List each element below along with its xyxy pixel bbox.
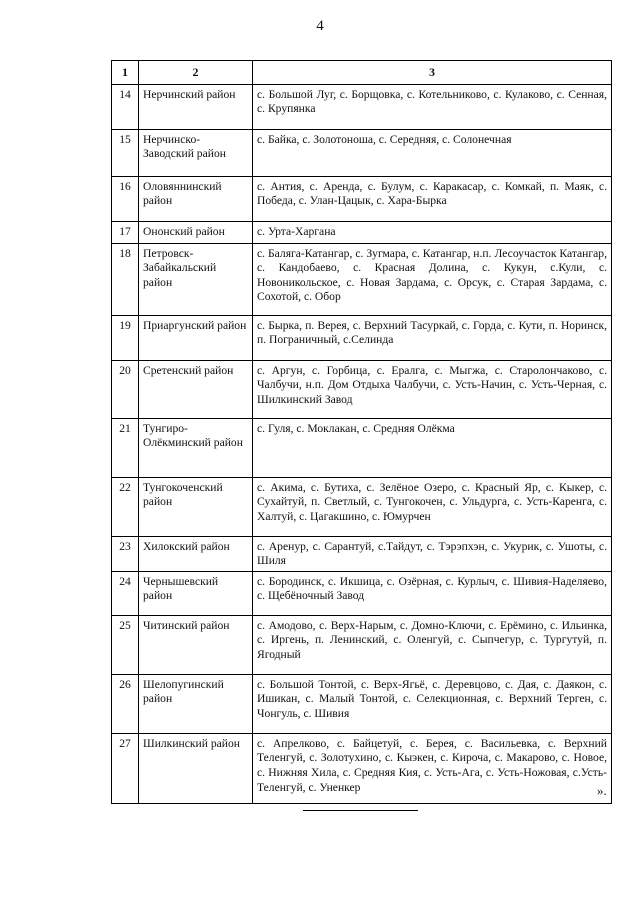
district-name: Шилкинский район	[139, 733, 253, 803]
settlement-list: с. Баляга-Катангар, с. Зугмара, с. Катангар, н.п. Лесоучасток Катангар, с. Кандобаево, с. Красная Долина, с. Кукун, с.Кули, с. Новоникольское, с. Новая Зардама, с. Орсук, с. Старая Зардама, с. Сохотой, с. Обор	[253, 243, 612, 315]
district-name: Сретенский район	[139, 360, 253, 418]
table-row	[112, 84, 612, 129]
row-number: 22	[112, 477, 139, 536]
row-number: 16	[112, 176, 139, 221]
district-name: Хилокский район	[139, 536, 253, 571]
row-number: 17	[112, 221, 139, 243]
settlement-list: с. Урта-Харгана	[253, 221, 612, 243]
table-row	[112, 615, 612, 674]
table-row	[112, 315, 612, 360]
settlement-list: с. Бырка, п. Верея, с. Верхний Тасуркай, с. Горда, с. Кути, п. Норинск, п. Пограничный, с.Селинда	[253, 315, 612, 360]
page-number: 4	[316, 18, 324, 34]
district-name: Ононский район	[139, 221, 253, 243]
row-number: 25	[112, 615, 139, 674]
table-row	[112, 477, 612, 536]
district-name: Читинский район	[139, 615, 253, 674]
row-number: 21	[112, 418, 139, 477]
settlement-list: с. Антия, с. Аренда, с. Булум, с. Каракасар, с. Комкай, п. Маяк, с. Победа, с. Улан-Цацык, с. Хара-Бырка	[253, 176, 612, 221]
settlement-list: с. Амодово, с. Верх-Нарым, с. Домно-Ключи, с. Ерёмино, с. Ильинка, с. Иргень, п. Ленинский, с. Оленгуй, с. Сыпчегур, с. Тургутуй, п. Ягодный	[253, 615, 612, 674]
closing-mark: ».	[597, 783, 607, 798]
district-name: Шелопугинский район	[139, 674, 253, 733]
table-header-row	[112, 61, 612, 85]
column-header-number: 1	[112, 61, 139, 85]
row-number: 19	[112, 315, 139, 360]
row-number: 20	[112, 360, 139, 418]
district-name: Приаргунский район	[139, 315, 253, 360]
district-name: Нерчинско-Заводский район	[139, 129, 253, 176]
district-name: Тунгиро-Олёкминский район	[139, 418, 253, 477]
table-row	[112, 221, 612, 243]
settlement-list: с. Большой Луг, с. Борщовка, с. Котельниково, с. Кулаково, с. Сенная, с. Крупянка	[253, 84, 612, 129]
table-row	[112, 176, 612, 221]
settlement-list: с. Бородинск, с. Икшица, с. Озёрная, с. Курлыч, с. Шивия-Наделяево, с. Щебёночный Завод	[253, 571, 612, 615]
district-name: Петровск-Забайкальский район	[139, 243, 253, 315]
table-row	[112, 536, 612, 571]
row-number: 14	[112, 84, 139, 129]
district-name: Чернышевский район	[139, 571, 253, 615]
row-number: 15	[112, 129, 139, 176]
settlement-list: с. Аргун, с. Горбица, с. Ералга, с. Мыгжа, с. Старолончаково, с. Чалбучи, н.п. Дом Отдыха Чалбучи, с. Усть-Начин, с. Усть-Черная, с. Шилкинский Завод	[253, 360, 612, 418]
settlement-list: с. Байка, с. Золотоноша, с. Середняя, с. Солонечная	[253, 129, 612, 176]
district-name: Нерчинский район	[139, 84, 253, 129]
settlement-list: с. Аренур, с. Сарантуй, с.Тайдут, с. Тэрэпхэн, с. Укурик, с. Ушоты, с. Шиля	[253, 536, 612, 571]
table-row	[112, 129, 612, 176]
separator-line	[303, 810, 418, 811]
table-row	[112, 418, 612, 477]
column-header-settlements: 3	[253, 61, 612, 85]
table-row	[112, 571, 612, 615]
settlements-table	[111, 60, 612, 804]
table-row	[112, 360, 612, 418]
table-row	[112, 733, 612, 803]
table-row	[112, 674, 612, 733]
district-name: Оловяннинский район	[139, 176, 253, 221]
settlement-list: с. Гуля, с. Моклакан, с. Средняя Олёкма	[253, 418, 612, 477]
district-name: Тунгокоченский район	[139, 477, 253, 536]
settlement-list: с. Большой Тонтой, с. Верх-Ягьё, с. Деревцово, с. Дая, с. Даякон, с. Ишикан, с. Малый Тонтой, с. Селекционная, с. Верхний Терген, с. Чонгуль, с. Шивия	[253, 674, 612, 733]
row-number: 26	[112, 674, 139, 733]
row-number: 18	[112, 243, 139, 315]
column-header-district: 2	[139, 61, 253, 85]
row-number: 27	[112, 733, 139, 803]
settlement-list: с. Акима, с. Бутиха, с. Зелёное Озеро, с. Красный Яр, с. Кыкер, с. Сухайтуй, п. Светлый, с. Тунгокочен, с. Ульдурга, с. Усть-Каренга, с. Халтуй, с. Цагакшино, с. Юмурчен	[253, 477, 612, 536]
table-row	[112, 243, 612, 315]
settlement-list: с. Апрелково, с. Байцетуй, с. Берея, с. Васильевка, с. Верхний Теленгуй, с. Золотухино, с. Кыэкен, с. Кироча, с. Макарово, с. Новое, с. Нижняя Хила, с. Средняя Кия, с. Усть-Ага, с. Усть-Ножовая, с.Усть-Теленгуй, с. Уненкер	[253, 733, 612, 803]
row-number: 23	[112, 536, 139, 571]
row-number: 24	[112, 571, 139, 615]
